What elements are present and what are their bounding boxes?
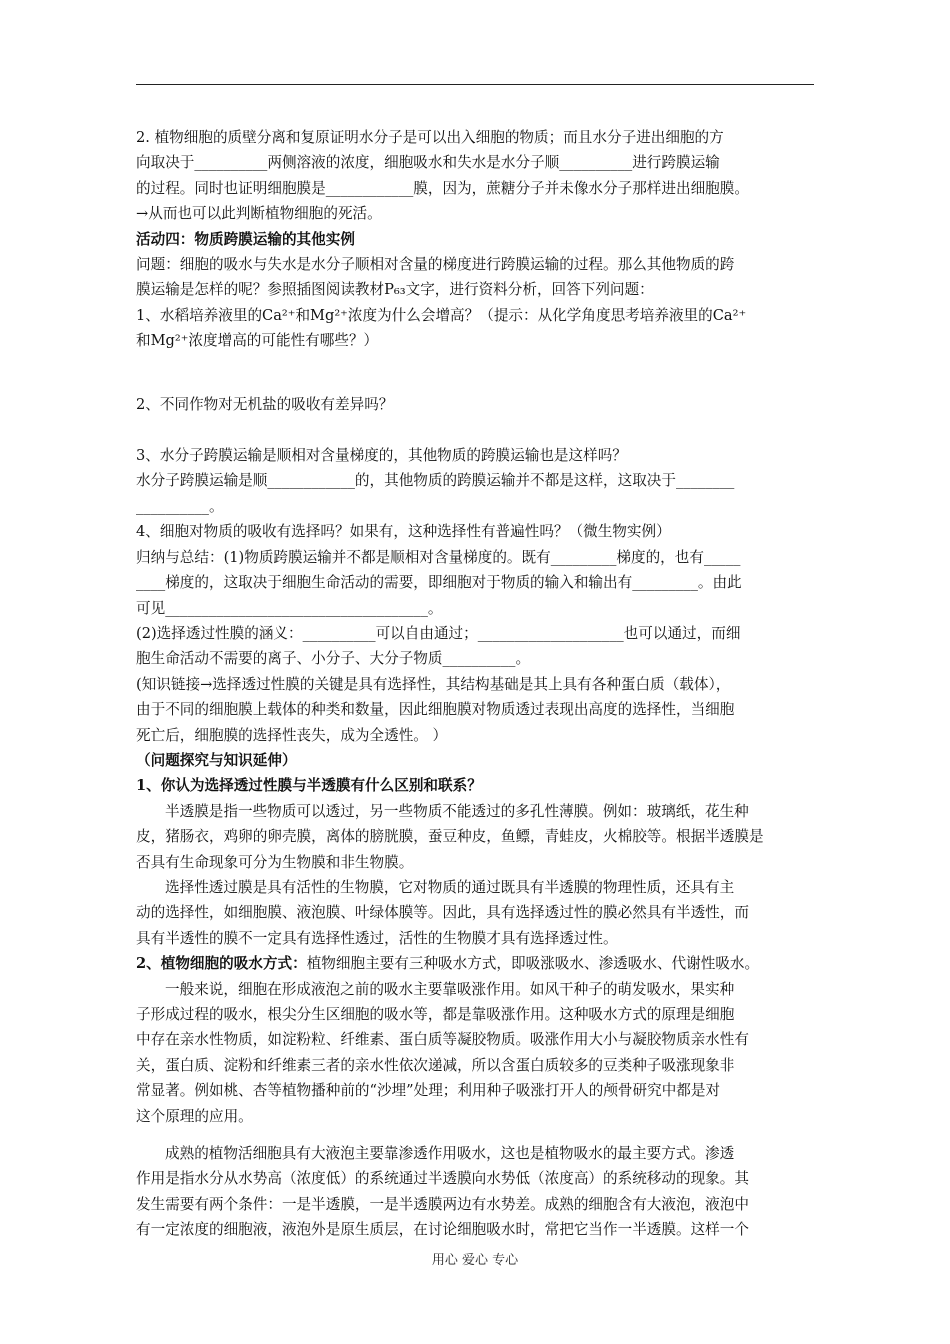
paragraph-line: 这个原理的应用。 (136, 1107, 253, 1125)
paragraph-line: 成熟的植物活细胞具有大液泡主要靠渗透作用吸水，这也是植物吸水的最主要方式。渗透 (165, 1145, 735, 1163)
question-2: 2、不同作物对无机盐的吸收有差异吗？ (136, 395, 394, 413)
question-1: 1、水稻培养液里的Ca²⁺和Mg²⁺浓度为什么会增高？（提示：从化学角度思考培养液里的Ca²⁺ (136, 306, 747, 324)
text-line: →从而也可以此判断植物细胞的死活。 (136, 205, 382, 223)
paragraph-line: 皮，猪肠衣，鸡卵的卵壳膜，离体的膀胱膜，蚕豆种皮，鱼鳔，青蛙皮，火棉胶等。根据半透膜是 (136, 828, 764, 846)
text-line: 归纳与总结：(1)物质跨膜运输并不都是顺相对含量梯度的。既有_________梯度的，也有_____ (136, 548, 741, 566)
text-line: 可见____________________________________。 (136, 599, 443, 617)
text-line: 的过程。同时也证明细胞膜是____________膜，因为，蔗糖分子并未像水分子那样进出细胞膜。 (136, 179, 749, 197)
paragraph-line: 有一定浓度的细胞液，液泡外是原生质层，在讨论细胞吸水时，常把它当作一半透膜。这样一个 (136, 1221, 749, 1239)
paragraph-line: 中存在亲水性物质，如淀粉粒、纤维素、蛋白质等凝胶物质。吸涨作用大小与凝胶物质亲水性有 (136, 1031, 749, 1049)
text-line: 2. 植物细胞的质壁分离和复原证明水分子是可以出入细胞的物质；而且水分子进出细胞的方 (136, 129, 724, 146)
header-rule (136, 84, 814, 85)
subsection-heading: 2、植物细胞的吸水方式： (136, 955, 307, 973)
document-body (136, 125, 814, 1243)
section-heading: （问题探究与知识延伸） (136, 751, 297, 769)
text-line: 水分子跨膜运输是顺____________的，其他物质的跨膜运输并不都是这样，这取决于________ (136, 472, 735, 490)
paragraph-line: 常显著。例如桃、杏等植物播种前的“沙埋”处理；利用种子吸涨打开人的颅骨研究中都是对 (136, 1082, 721, 1100)
paragraph-line: 作用是指水分从水势高（浓度低）的系统通过半透膜向水势低（浓度高）的系统移动的现象。其 (136, 1170, 749, 1188)
text-line: __________。 (136, 497, 224, 515)
text-line: 膜运输是怎样的呢？参照插图阅读教材P₆₃文字，进行资料分析，回答下列问题： (136, 281, 654, 299)
paragraph-line: 关，蛋白质、淀粉和纤维素三者的亲水性依次递减，所以含蛋白质较多的豆类种子吸涨现象非 (136, 1056, 735, 1074)
text-line: 和Mg²⁺浓度增高的可能性有哪些？） (136, 332, 379, 350)
paragraph-line: 选择性透过膜是具有活性的生物膜，它对物质的通过既具有半透膜的物理性质，还具有主 (165, 878, 735, 896)
text-line: 向取决于__________两侧溶液的浓度，细胞吸水和失水是水分子顺__________进行跨膜运输 (136, 154, 720, 172)
subsection-heading: 1、你认为选择透过性膜与半透膜有什么区别和联系？ (136, 777, 482, 795)
text-line: (2)选择透过性膜的涵义：__________可以自由通过；____________________也可以通过，而细 (136, 624, 741, 642)
text-line: 问题：细胞的吸水与失水是水分子顺相对含量的梯度进行跨膜运输的过程。那么其他物质的跨 (136, 256, 735, 274)
paragraph-line: 一般来说，细胞在形成液泡之前的吸水主要靠吸涨作用。如风干种子的萌发吸水，果实种 (165, 980, 735, 998)
text-line: 死亡后，细胞膜的选择性丧失，成为全透性。 ） (136, 726, 448, 744)
paragraph-line (136, 951, 814, 976)
paragraph-line: 子形成过程的吸水，根尖分生区细胞的吸水等，都是靠吸涨作用。这种吸水方式的原理是细胞 (136, 1006, 735, 1023)
paragraph-line: 发生需要有两个条件：一是半透膜，一是半透膜两边有水势差。成熟的细胞含有大液泡，液泡中 (136, 1195, 749, 1213)
page-footer: 用心 爱心 专心 (431, 1253, 519, 1268)
question-3: 3、水分子跨膜运输是顺相对含量梯度的，其他物质的跨膜运输也是这样吗？ (136, 447, 627, 465)
paragraph-line: 否具有生命现象可分为生物膜和非生物膜。 (136, 853, 414, 871)
text-line: 胞生命活动不需要的离子、小分子、大分子物质__________。 (136, 650, 531, 668)
section-heading: 活动四：物质跨膜运输的其他实例 (136, 230, 355, 248)
text-line: 由于不同的细胞膜上载体的种类和数量，因此细胞膜对物质透过表现出高度的选择性，当细胞 (136, 701, 735, 719)
question-4: 4、细胞对物质的吸收有选择吗？如果有，这种选择性有普遍性吗？（微生物实例） (136, 523, 671, 541)
paragraph-line: 动的选择性，如细胞膜、液泡膜、叶绿体膜等。因此，具有选择透过性的膜必然具有半透性，而 (136, 904, 749, 922)
text-line: (知识链接→选择透过性膜的关键是具有选择性，其结构基础是其上具有各种蛋白质（载体）， (136, 675, 731, 693)
paragraph-line: 具有半透性的膜不一定具有选择性透过，活性的生物膜才具有选择透过性。 (136, 929, 618, 947)
paragraph-line: 半透膜是指一些物质可以透过，另一些物质不能透过的多孔性薄膜。例如：玻璃纸，花生种 (165, 802, 749, 820)
inline-text: 植物细胞主要有三种吸水方式，即吸涨吸水、渗透吸水、代谢性吸水。 (306, 955, 760, 973)
text-line: ____梯度的，这取决于细胞生命活动的需要，即细胞对于物质的输入和输出有_________。由此 (136, 574, 742, 592)
